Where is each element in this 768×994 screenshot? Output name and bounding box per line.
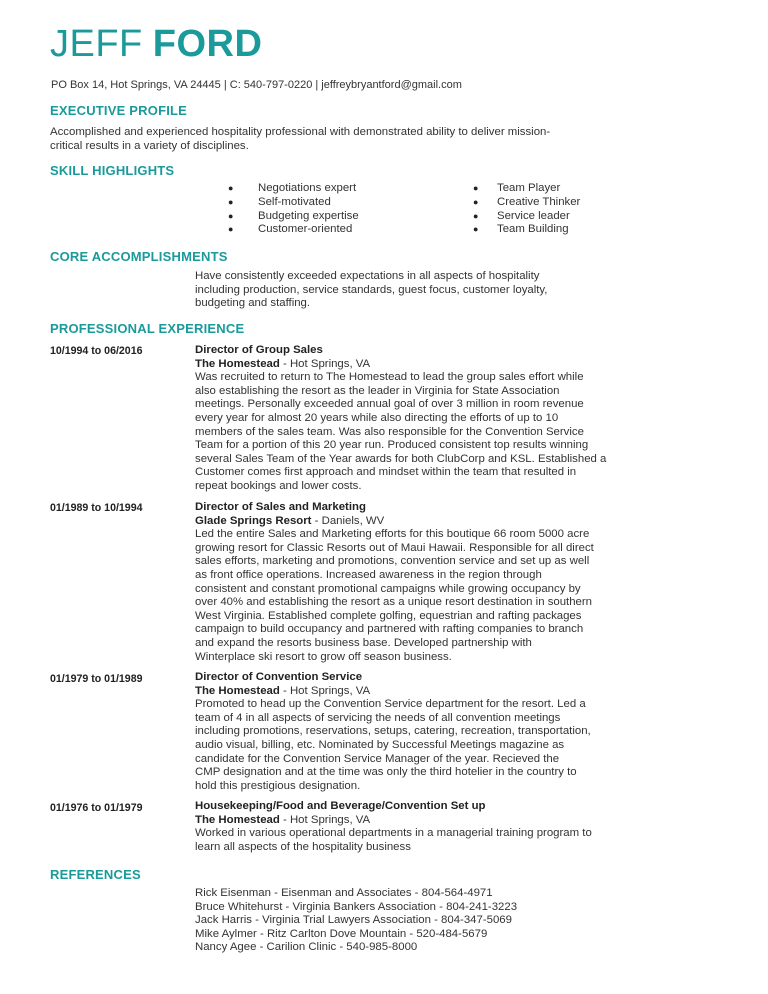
job-dates: 01/1979 to 01/1989 xyxy=(50,673,143,685)
skill-item xyxy=(473,196,580,210)
skill-item xyxy=(228,210,359,224)
skill-item xyxy=(473,182,580,196)
company-location: - Hot Springs, VA xyxy=(279,684,371,697)
job-description-line: meetings. Personally exceeded annual goal of over 3 million in room revenue xyxy=(195,398,584,411)
job-employer xyxy=(195,685,675,699)
core-accomplishments-text xyxy=(195,270,675,311)
skill-label: Creative Thinker xyxy=(497,195,581,208)
job-description-line: sales efforts, marketing and promotions, convention service and set up as well xyxy=(195,555,590,568)
job-employer xyxy=(195,814,675,828)
skill-item xyxy=(228,196,359,210)
skills-left-column xyxy=(228,182,359,237)
job-entry xyxy=(195,501,675,664)
last-name: FORD xyxy=(152,23,263,65)
job-title: Housekeeping/Food and Beverage/Convention Set up xyxy=(195,800,486,812)
skill-label: Service leader xyxy=(497,209,570,222)
job-description-line: over 40% and establishing the resort as a unique resort destination in southern xyxy=(195,596,593,609)
job-description-line: candidate for the Convention Service Manager of the year. Recieved the xyxy=(195,752,560,765)
reference-item: Bruce Whitehurst - Virginia Bankers Association - 804-241-3223 xyxy=(195,900,518,913)
executive-profile-line: critical results in a variety of disciplines. xyxy=(50,139,249,152)
job-description-line: West Virginia. Established complete golfing, equestrian and rafting packages xyxy=(195,609,582,622)
job-entry xyxy=(195,344,675,494)
job-description-line: several Sales Team of the Year awards for both ClubCorp and KSL. Established a xyxy=(195,452,607,465)
skill-item xyxy=(473,223,580,237)
reference-item: Rick Eisenman - Eisenman and Associates - 804-564-4971 xyxy=(195,887,493,899)
bullet-icon: ● xyxy=(228,183,234,193)
company-name: The Homestead xyxy=(195,357,280,370)
job-dates: 01/1989 to 10/1994 xyxy=(50,502,143,514)
job-description-line: team of 4 in all aspects of servicing the needs of all convention meetings xyxy=(195,711,561,724)
job-title: Director of Convention Service xyxy=(195,671,363,683)
job-employer xyxy=(195,358,675,372)
job-description-line: including promotions, reservations, setups, catering, recreation, transportation, xyxy=(195,725,591,738)
professional-experience-heading: PROFESSIONAL EXPERIENCE xyxy=(50,321,245,336)
job-description-line: hold this prestigious designation. xyxy=(195,779,361,792)
bullet-icon: ● xyxy=(228,224,234,235)
skill-label: Team Building xyxy=(497,223,569,236)
job-title: Director of Group Sales xyxy=(195,344,323,356)
job-entry xyxy=(195,800,675,854)
job-employer xyxy=(195,515,675,529)
job-description-line: Customer comes first approach and mindset within the team that resulted in xyxy=(195,466,577,479)
executive-profile-heading: EXECUTIVE PROFILE xyxy=(50,103,188,118)
accomplishment-line: Have consistently exceeded expectations in all aspects of hospitality xyxy=(195,270,540,282)
references-list xyxy=(195,887,517,955)
skill-label: Customer-oriented xyxy=(258,223,353,236)
skill-item xyxy=(228,182,359,196)
job-description-line: members of the sales team. Was also responsible for the Convention Service xyxy=(195,425,584,438)
job-title: Director of Sales and Marketing xyxy=(195,501,366,513)
company-name: The Homestead xyxy=(195,813,280,826)
first-name: JEFF xyxy=(50,23,143,65)
bullet-icon: ● xyxy=(473,183,479,193)
executive-profile-line: Accomplished and experienced hospitality professional with demonstrated ability to deliver mission- xyxy=(50,126,551,138)
skills-right-column xyxy=(473,182,580,237)
executive-profile-text xyxy=(50,126,730,153)
job-description-line: audio visual, billing, etc. Nominated by Successful Meetings magazine as xyxy=(195,738,565,751)
job-description-line: Led the entire Sales and Marketing efforts for this boutique 66 room 5000 acre xyxy=(195,528,590,541)
references-heading: REFERENCES xyxy=(50,867,141,882)
job-description-line: Worked in various operational departments in a managerial training program to xyxy=(195,827,592,840)
job-description-line: repeat bookings and lower costs. xyxy=(195,479,362,492)
skill-label: Negotiations expert xyxy=(258,182,357,194)
reference-item: Mike Aylmer - Ritz Carlton Dove Mountain - 520-484-5679 xyxy=(195,927,488,940)
company-name: Glade Springs Resort xyxy=(195,514,312,527)
job-description-line: as front office operations. Increased awareness in the region through xyxy=(195,568,542,581)
job-description-line: also establishing the resort as the leader in Virginia for State Association xyxy=(195,384,560,397)
job-description-line: learn all aspects of the hospitality business xyxy=(195,840,411,853)
job-dates: 10/1994 to 06/2016 xyxy=(50,345,143,357)
job-description-line: Winterplace ski resort to grow off season business. xyxy=(195,650,452,663)
company-location: - Hot Springs, VA xyxy=(279,813,371,826)
skill-label: Budgeting expertise xyxy=(258,209,359,222)
reference-item: Jack Harris - Virginia Trial Lawyers Association - 804-347-5069 xyxy=(195,914,512,927)
bullet-icon: ● xyxy=(473,196,479,207)
contact-info: PO Box 14, Hot Springs, VA 24445 | C: 540-797-0220 | jeffreybryantford@gmail.com xyxy=(51,79,462,91)
accomplishment-line: budgeting and staffing. xyxy=(195,297,311,310)
job-description-line: CMP designation and at the time was only the third hotelier in the country to xyxy=(195,766,577,779)
job-description-line: Team for a portion of this 20 year run. Produced consistent top results winning xyxy=(195,439,589,452)
company-location: - Hot Springs, VA xyxy=(279,357,371,370)
company-name: The Homestead xyxy=(195,684,280,697)
job-dates: 01/1976 to 01/1979 xyxy=(50,802,143,814)
bullet-icon: ● xyxy=(228,210,234,221)
job-description-line: consistent and constant promotional campaigns while growing occupancy by xyxy=(195,582,581,595)
job-description-line: Promoted to head up the Convention Service department for the resort. Led a xyxy=(195,698,586,711)
skill-item xyxy=(473,210,580,224)
reference-item: Nancy Agee - Carilion Clinic - 540-985-8000 xyxy=(195,941,418,954)
bullet-icon: ● xyxy=(473,210,479,221)
company-location: - Daniels, WV xyxy=(311,514,385,527)
job-description-line: campaign to build occupancy and partnered with rafting companies to branch xyxy=(195,623,584,636)
core-accomplishments-heading: CORE ACCOMPLISHMENTS xyxy=(50,249,228,264)
skill-highlights-heading: SKILL HIGHLIGHTS xyxy=(50,163,175,178)
accomplishment-line: including production, service standards, guest focus, customer loyalty, xyxy=(195,283,548,296)
skill-item xyxy=(228,223,359,237)
bullet-icon: ● xyxy=(473,224,479,235)
job-entry xyxy=(195,671,675,793)
bullet-icon: ● xyxy=(228,196,234,207)
job-description-line: Was recruited to return to The Homestead to lead the group sales effort while xyxy=(195,371,584,384)
job-description-line: and expand the resorts business base. Developed partnership with xyxy=(195,636,532,649)
job-description-line: every year for almost 20 years while also directing the efforts of up to 10 xyxy=(195,411,559,424)
skill-label: Self-motivated xyxy=(258,195,331,208)
job-description-line: growing resort for Classic Resorts out of Maui Hawaii. Responsible for all direct xyxy=(195,541,594,554)
candidate-name xyxy=(50,22,262,66)
skill-label: Team Player xyxy=(497,182,561,194)
